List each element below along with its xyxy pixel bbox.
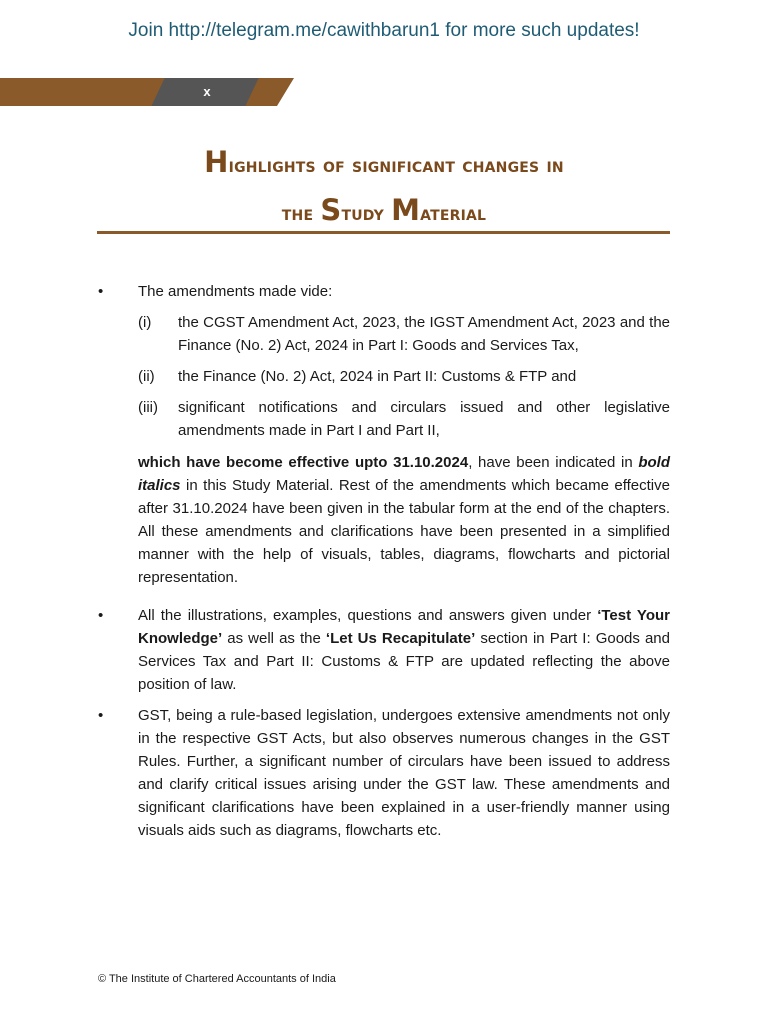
bullet-intro: The amendments made vide: <box>138 283 333 300</box>
sub-item-number: (i) <box>138 314 152 331</box>
header-band <box>0 78 300 106</box>
amendments-summary-paragraph: which have become effective upto 31.10.2024, have been indicated in bold italics in this Study Material. Rest of the amendments which became effective after 31.10.2024 have been given in the tabular form at the end of the chapters. All these amendments and clarifications have been presented in a simplified manner with the help of visuals, tables, diagrams, flowcharts and pictorial representation. <box>138 454 671 586</box>
title-line-2: the Study Material <box>281 193 487 227</box>
test-your-knowledge-bold: ‘Test Your Knowledge’ <box>138 607 670 647</box>
bullet-text: GST, being a rule-based legislation, undergoes extensive amendments not only in the respective GST Acts, but also observes numerous changes in the GST Rules. Further, a significant number of circulars have been issued to address and clarify critical issues arising under the GST law. These amendments and significant clarifications have been explained in a user-friendly manner using visuals aids such as diagrams, flowcharts etc. <box>138 707 670 839</box>
bullet-item-illustrations <box>96 604 670 696</box>
bullet-icon: • <box>98 607 104 624</box>
title-line-1: Highlights of significant changes in <box>204 145 564 179</box>
let-us-recapitulate-bold: ‘Let Us Recapitulate’ <box>325 630 476 647</box>
bullet-icon: • <box>98 707 104 724</box>
sub-item <box>138 396 670 442</box>
footer-copyright: © The Institute of Chartered Accountants of India <box>98 973 336 985</box>
sub-item-number: (ii) <box>138 368 155 385</box>
bold-italics-term: bold italics <box>138 454 671 494</box>
sub-item-number: (iii) <box>138 399 158 416</box>
bullet-item-amendments <box>96 280 670 589</box>
bullet-item-gst <box>96 704 670 842</box>
effective-date-bold: which have become effective upto 31.10.2024 <box>138 454 469 471</box>
sub-item <box>138 365 670 388</box>
sub-item <box>138 311 670 357</box>
page-number: x <box>203 84 211 99</box>
bullet-text: All the illustrations, examples, questions and answers given under ‘Test Your Knowledge’ as well as the ‘Let Us Recapitulate’ section in Part I: Goods and Services Tax and Part II: Customs & FTP are updated reflecting the above position of law. <box>138 607 670 693</box>
sub-item-text: the CGST Amendment Act, 2023, the IGST Amendment Act, 2023 and the Finance (No. 2) Act, 2024 in Part I: Goods and Services Tax, <box>178 314 670 354</box>
content-body <box>96 280 670 850</box>
bullet-icon: • <box>98 283 104 300</box>
sub-item-text: significant notifications and circulars issued and other legislative amendments made in Part I and Part II, <box>178 399 670 439</box>
title-underline <box>97 231 670 234</box>
sub-item-text: the Finance (No. 2) Act, 2024 in Part II: Customs & FTP and <box>178 368 577 385</box>
page-title <box>96 140 672 236</box>
telegram-banner[interactable]: Join http://telegram.me/cawithbarun1 for more such updates! <box>128 20 640 41</box>
